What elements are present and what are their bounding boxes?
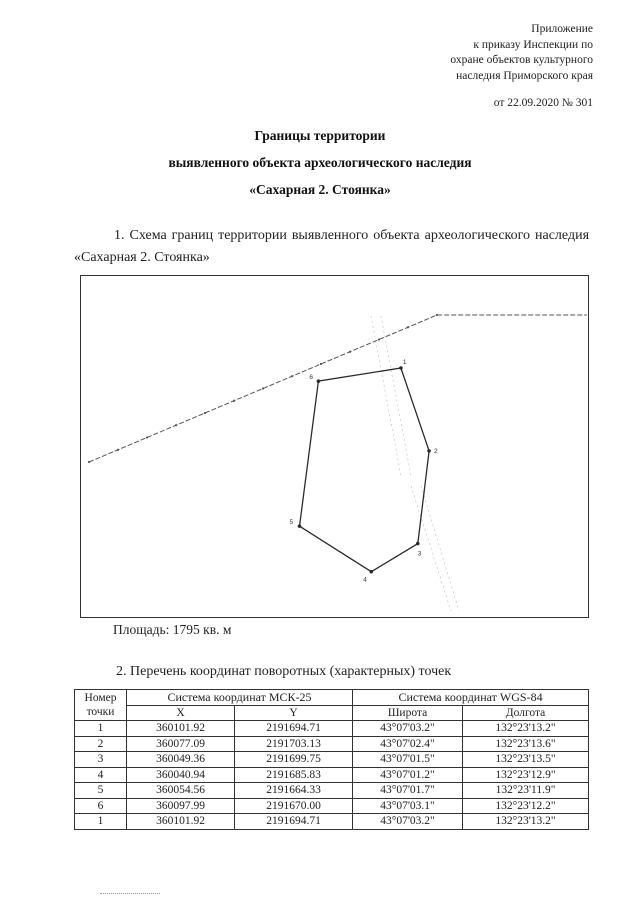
boundary-scheme-map — [80, 275, 589, 618]
section-1-number: 1. — [114, 228, 125, 243]
road-tick — [349, 351, 351, 353]
header-point-line: Номер — [84, 692, 117, 704]
cell-point-number: 1 — [75, 721, 127, 737]
cell-point-number: 6 — [75, 798, 127, 814]
boundary-vertex-3 — [416, 542, 420, 546]
map-guide-line — [421, 486, 459, 611]
cell-y: 2191685.83 — [235, 767, 353, 783]
header-point-line: точки — [86, 706, 115, 718]
vertex-label-4: 4 — [363, 576, 367, 584]
area-text: Площадь: 1795 кв. м — [113, 622, 232, 637]
header-y: Y — [235, 705, 353, 721]
cell-x: 360101.92 — [127, 721, 235, 737]
table-row — [75, 783, 589, 799]
cell-x: 360077.09 — [127, 736, 235, 752]
header-wgs-system: Система координат WGS-84 — [353, 690, 589, 706]
boundary-vertices — [289, 359, 438, 584]
annex-line: к приказу Инспекции по — [473, 38, 593, 51]
cell-y: 2191670.00 — [235, 798, 353, 814]
cell-y: 2191699.75 — [235, 752, 353, 768]
title-line-2: выявленного объекта археологического наследия — [168, 155, 472, 170]
road-tick — [436, 314, 438, 316]
vertex-label-5: 5 — [289, 519, 294, 527]
cell-x: 360049.36 — [127, 752, 235, 768]
vertex-label-6: 6 — [309, 374, 314, 382]
cell-x: 360054.56 — [127, 783, 235, 799]
cell-y: 2191664.33 — [235, 783, 353, 799]
header-latitude: Широта — [353, 705, 463, 721]
cell-y: 2191694.71 — [235, 814, 353, 830]
vertex-label-2: 2 — [434, 447, 438, 455]
section-1-text: Схема границ территории выявленного объекта археологического наследия «Сахарная 2. Стоянка» — [74, 228, 590, 265]
road-tick — [320, 363, 322, 365]
boundary-vertex-2 — [427, 449, 431, 453]
header-msk-system: Система координат МСК-25 — [127, 690, 353, 706]
header-point-number — [75, 690, 127, 721]
cell-latitude: 43°07'03.2" — [353, 814, 463, 830]
road-tick — [233, 400, 235, 402]
cell-x: 360101.92 — [127, 814, 235, 830]
cell-longitude: 132°23'13.5" — [463, 752, 589, 768]
cell-y: 2191703.13 — [235, 736, 353, 752]
table-header-row — [75, 690, 589, 706]
section-1-paragraph — [74, 225, 589, 269]
table-row — [75, 721, 589, 737]
road-tick — [175, 424, 177, 426]
table-row — [75, 798, 589, 814]
cell-x: 360097.99 — [127, 798, 235, 814]
table-row — [75, 767, 589, 783]
road-tick — [117, 449, 119, 451]
order-date: от 22.09.2020 № 301 — [493, 97, 593, 109]
annex-line: Приложение — [531, 23, 593, 35]
map-guide-line — [411, 486, 451, 611]
cell-point-number: 1 — [75, 814, 127, 830]
annex-block — [450, 22, 593, 84]
annex-line: охране объектов культурного — [450, 54, 593, 66]
road-tick — [204, 412, 206, 414]
coordinates-table — [74, 689, 589, 830]
cell-point-number: 3 — [75, 752, 127, 768]
road-line — [89, 315, 587, 462]
boundary-vertex-1 — [399, 366, 403, 370]
header-x: X — [127, 705, 235, 721]
road-tick — [378, 338, 380, 340]
vertex-label-1: 1 — [402, 359, 407, 366]
table-row — [75, 736, 589, 752]
cell-latitude: 43°07'01.5" — [353, 752, 463, 768]
boundary-vertex-5 — [298, 524, 302, 528]
cell-point-number: 4 — [75, 767, 127, 783]
cell-latitude: 43°07'03.1" — [353, 798, 463, 814]
cell-point-number: 2 — [75, 736, 127, 752]
title-line-3: «Сахарная 2. Стоянка» — [249, 182, 391, 197]
road-tick — [146, 436, 148, 438]
road-tick — [407, 326, 409, 328]
cell-longitude: 132°23'13.2" — [463, 721, 589, 737]
cell-latitude: 43°07'01.7" — [353, 783, 463, 799]
vertex-label-3: 3 — [417, 550, 422, 558]
cell-latitude: 43°07'02.4" — [353, 736, 463, 752]
cell-y: 2191694.71 — [235, 721, 353, 737]
footer-divider — [100, 893, 160, 895]
cell-latitude: 43°07'03.2" — [353, 721, 463, 737]
table-row — [75, 814, 589, 830]
boundary-vertex-6 — [317, 379, 321, 383]
cell-point-number: 5 — [75, 783, 127, 799]
map-guide-line — [381, 316, 411, 476]
table-subheader-row — [75, 705, 589, 721]
table-row — [75, 752, 589, 768]
cell-x: 360040.94 — [127, 767, 235, 783]
map-guide-line — [371, 316, 401, 476]
title-line-1: Границы территории — [254, 128, 386, 143]
section-2-title: 2. Перечень координат поворотных (характерных) точек — [116, 664, 452, 679]
road-tick — [262, 387, 264, 389]
boundary-vertex-4 — [369, 570, 373, 574]
road-tick — [88, 461, 90, 463]
road-tick — [291, 375, 293, 377]
map-canvas — [81, 276, 587, 616]
annex-line: наследия Приморского края — [456, 69, 593, 82]
cell-longitude: 132°23'12.9" — [463, 767, 589, 783]
cell-longitude: 132°23'11.9" — [463, 783, 589, 799]
header-longitude: Долгота — [463, 705, 589, 721]
cell-longitude: 132°23'12.2" — [463, 798, 589, 814]
cell-longitude: 132°23'13.6" — [463, 736, 589, 752]
cell-latitude: 43°07'01.2" — [353, 767, 463, 783]
cell-longitude: 132°23'13.2" — [463, 814, 589, 830]
